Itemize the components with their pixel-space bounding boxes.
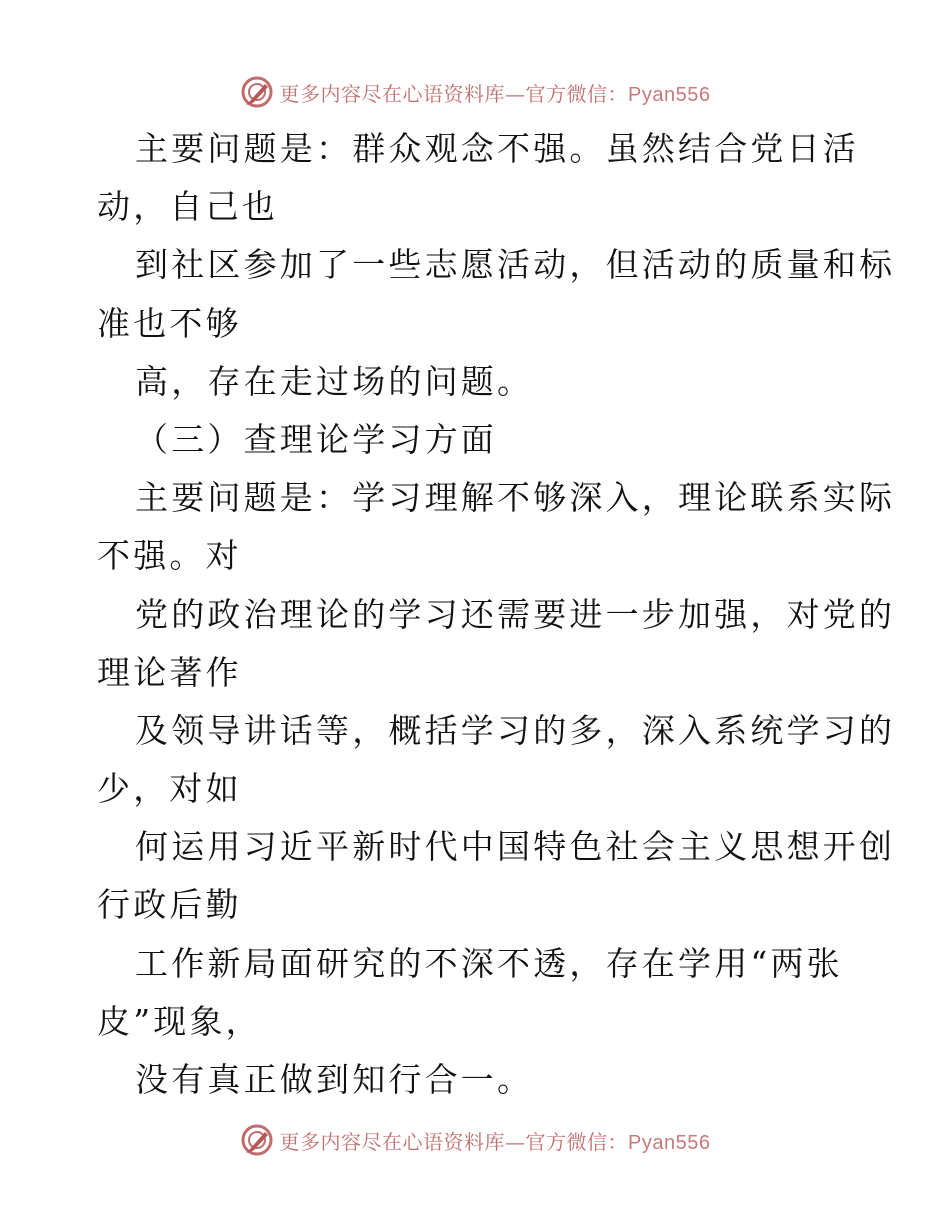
paragraph-line: 高，存在走过场的问题。 (135, 361, 534, 401)
watermark-text: 更多内容尽在心语资料库—官方微信：Pyan556 (279, 1129, 711, 1154)
paragraph-line: 主要问题是：群众观念不强。虽然结合党日活 (135, 129, 859, 168)
paragraph-line: 主要问题是：学习理解不够深入，理论联系实际 (135, 478, 896, 518)
paragraph-line: 到社区参加了一些志愿活动，但活动的质量和标 (135, 245, 896, 285)
header-watermark (0, 72, 950, 112)
paragraph-line: 少，对如 (97, 769, 242, 809)
paragraph-line: 不强。对 (97, 536, 242, 576)
brand-logo-icon (240, 1123, 274, 1157)
paragraph-line: 动，自己也 (97, 187, 278, 227)
paragraph-line: 行政后勤 (97, 885, 242, 925)
paragraph-line: 及领导讲话等，概括学习的多，深入系统学习的 (135, 710, 896, 750)
watermark-text: 更多内容尽在心语资料库—官方微信：Pyan556 (279, 81, 711, 106)
brand-logo-icon (240, 75, 274, 109)
watermark-wechat-id: Pyan556 (628, 83, 711, 106)
paragraph-line: 没有真正做到知行合一。 (135, 1060, 534, 1099)
section-heading: （三）查理论学习方面 (135, 419, 497, 459)
paragraph-line: 党的政治理论的学习还需要进一步加强，对党的 (135, 594, 896, 634)
footer-watermark (0, 1120, 950, 1160)
document-body (97, 120, 896, 1109)
paragraph-line: 皮”现象， (97, 1001, 262, 1041)
paragraph-line: 理论著作 (97, 652, 242, 692)
paragraph-line: 准也不够 (97, 303, 242, 343)
watermark-wechat-id: Pyan556 (628, 1131, 711, 1154)
paragraph-line: 何运用习近平新时代中国特色社会主义思想开创 (135, 827, 896, 867)
paragraph-line: 工作新局面研究的不深不透，存在学用“两张 (135, 943, 843, 983)
